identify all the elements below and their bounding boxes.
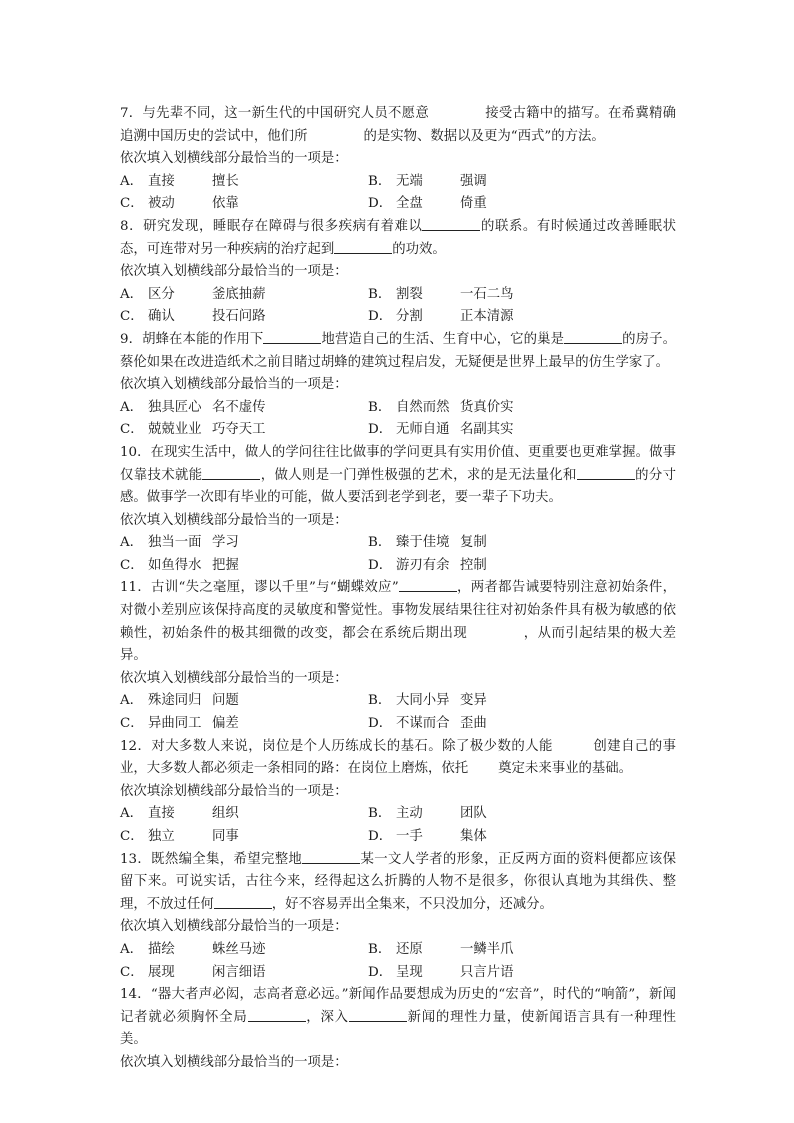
- fill-blank: [334, 239, 392, 254]
- option-word: 确认: [148, 309, 175, 325]
- stem-text: 的房子。蔡伦如果在改进造纸术之前目睹过胡蜂的建筑过程启发，无疑便是世界上最早的仿生学家了。: [120, 331, 677, 370]
- stem-text: 新闻的理性力量，使新闻语言具有一种理性美。: [120, 1009, 677, 1048]
- option-word: 异曲同工: [148, 716, 202, 732]
- options-grid: [120, 397, 676, 442]
- option-word: 闲言细语: [212, 964, 266, 980]
- question-stem: [120, 984, 676, 1052]
- option-word: 只言片语: [460, 964, 514, 980]
- stem-text: ，两者都告诫要特别注意初始条件，对微小差别应该保持高度的灵敏度和警觉性。事物发展结果往往对初始条件具有极为敏感的依赖性，初始条件的极其细微的改变，都会在系统后期出现: [120, 580, 677, 641]
- fill-blank: [399, 577, 457, 592]
- option-letter: B．: [368, 941, 392, 957]
- fill-blank: [214, 894, 272, 909]
- question-q10: [120, 442, 676, 578]
- option-letter: A．: [120, 399, 144, 415]
- stem-text: 13．既然编全集，希望完整地: [120, 851, 303, 867]
- option-letter: B．: [368, 535, 392, 551]
- question-instruction: 依次填涂划横线部分最恰当的一项是：: [120, 783, 348, 799]
- option-word: 区分: [148, 286, 175, 302]
- option-letter: D．: [368, 829, 393, 844]
- fill-blank: [302, 849, 360, 864]
- stem-text: 8．研究发现，睡眠存在障碍与很多疾病有着难以: [120, 218, 423, 234]
- option-word: 直接: [148, 173, 175, 189]
- option-word: 集体: [460, 829, 487, 844]
- options-grid: [120, 532, 676, 577]
- option-letter: D．: [368, 309, 393, 325]
- option-d[interactable]: [368, 306, 668, 329]
- question-instruction: 依次填入划横线部分最恰当的一项是：: [120, 919, 348, 935]
- option-word: 问题: [212, 693, 239, 709]
- question-q9: [120, 329, 676, 442]
- question-instruction: 依次填入划横线部分最恰当的一项是：: [120, 377, 348, 393]
- option-word: 游刃有余: [396, 557, 450, 573]
- question-q8: [120, 216, 676, 329]
- option-c[interactable]: [120, 962, 368, 985]
- question-instruction: 依次填入划横线部分最恰当的一项是：: [120, 1054, 348, 1070]
- stem-text: 的功效。: [392, 241, 446, 257]
- option-letter: C．: [120, 829, 144, 844]
- option-b[interactable]: [368, 532, 668, 555]
- option-word: 割裂: [396, 286, 423, 302]
- question-q13: [120, 849, 676, 985]
- option-letter: B．: [368, 399, 392, 415]
- option-c[interactable]: [120, 193, 368, 216]
- option-a[interactable]: [120, 939, 368, 962]
- stem-text: 的分寸感。做事学一次即有毕业的可能，做人要活到老学到老，要一辈子下功夫。: [120, 467, 677, 506]
- option-a[interactable]: [120, 532, 368, 555]
- option-word: 依靠: [212, 196, 239, 212]
- fill-blank: [202, 465, 260, 480]
- fill-blank: [577, 465, 635, 480]
- option-c[interactable]: [120, 555, 368, 578]
- option-word: 展现: [148, 964, 175, 980]
- stem-text: 奠定未来事业的基础。: [498, 761, 633, 777]
- option-word: 全盘: [396, 196, 423, 212]
- option-letter: B．: [368, 173, 392, 189]
- question-stem: [120, 216, 676, 261]
- option-word: 学习: [212, 535, 239, 551]
- question-q11: [120, 577, 676, 735]
- option-word: 自然而然: [396, 399, 450, 415]
- option-c[interactable]: [120, 419, 368, 442]
- option-word: 主动: [396, 806, 423, 822]
- question-instruction: 依次填入划横线部分最恰当的一项是：: [120, 151, 348, 167]
- option-c[interactable]: [120, 826, 368, 849]
- option-letter: C．: [120, 557, 144, 573]
- option-word: 还原: [396, 941, 423, 957]
- option-b[interactable]: [368, 690, 668, 713]
- option-word: 无师自通: [396, 422, 450, 438]
- option-word: 巧夺天工: [212, 422, 266, 438]
- option-letter: C．: [120, 716, 144, 732]
- option-word: 偏差: [212, 716, 239, 732]
- fill-blank: [248, 1007, 306, 1022]
- option-word: 独立: [148, 829, 175, 844]
- question-stem: [120, 329, 676, 374]
- option-word: 蛛丝马迹: [212, 941, 266, 957]
- option-word: 分割: [396, 309, 423, 325]
- option-b[interactable]: [368, 397, 668, 420]
- option-d[interactable]: [368, 419, 668, 442]
- option-word: 独具匠心: [148, 399, 202, 415]
- option-letter: C．: [120, 196, 144, 212]
- option-letter: B．: [368, 806, 392, 822]
- option-b[interactable]: [368, 284, 668, 307]
- options-grid: [120, 939, 676, 984]
- options-grid: [120, 171, 676, 216]
- option-letter: B．: [368, 693, 392, 709]
- option-word: 投石问路: [212, 309, 266, 325]
- option-letter: D．: [368, 964, 393, 980]
- option-letter: A．: [120, 286, 144, 302]
- option-word: 独当一面: [148, 535, 202, 551]
- option-c[interactable]: [120, 306, 368, 329]
- option-b[interactable]: [368, 939, 668, 962]
- option-b[interactable]: [368, 171, 668, 194]
- option-letter: D．: [368, 422, 393, 438]
- option-word: 一手: [396, 829, 423, 844]
- option-a[interactable]: [120, 284, 368, 307]
- option-word: 兢兢业业: [148, 422, 202, 438]
- option-letter: A．: [120, 173, 144, 189]
- option-word: 名副其实: [460, 422, 514, 438]
- question-stem: [120, 736, 676, 781]
- option-word: 团队: [460, 806, 487, 822]
- option-d[interactable]: [368, 193, 668, 216]
- option-letter: D．: [368, 557, 393, 573]
- option-word: 殊途同归: [148, 693, 202, 709]
- question-q12: [120, 736, 676, 849]
- option-letter: A．: [120, 941, 144, 957]
- option-word: 如鱼得水: [148, 557, 202, 573]
- option-word: 被动: [148, 196, 175, 212]
- stem-text: 9．胡蜂在本能的作用下: [120, 331, 264, 347]
- option-a[interactable]: [120, 690, 368, 713]
- option-word: 一鳞半爪: [460, 941, 514, 957]
- stem-text: ，好不容易弄出全集来，不只没加分，还减分。: [271, 896, 553, 912]
- option-word: 歪曲: [460, 716, 487, 732]
- option-word: 复制: [460, 535, 487, 551]
- option-word: 名不虚传: [212, 399, 266, 415]
- question-q7: [120, 103, 676, 216]
- option-word: 釜底抽薪: [212, 286, 266, 302]
- question-stem: [120, 577, 676, 667]
- option-letter: A．: [120, 693, 144, 709]
- stem-text: 的是实物、数据以及更为“西式”的方法。: [363, 128, 605, 144]
- option-word: 无端: [396, 173, 423, 189]
- options-grid: [120, 803, 676, 848]
- option-word: 臻于佳境: [396, 535, 450, 551]
- question-instruction: 依次填入划横线部分最恰当的一项是：: [120, 264, 348, 280]
- option-letter: C．: [120, 309, 144, 325]
- stem-text: 的联系。有时候通过改善睡眠状态，可连带对另一种疾病的治疗起到: [120, 218, 676, 257]
- fill-blank: [564, 329, 622, 344]
- stem-text: 接受古籍中的描写。在希冀精确追溯中国历史的尝试中，他们所: [120, 106, 676, 144]
- option-word: 强调: [460, 173, 487, 189]
- option-letter: D．: [368, 196, 393, 212]
- stem-text: 11．古训“失之毫厘，谬以千里”与“蝴蝶效应”: [120, 580, 399, 596]
- stem-text: 14．“器大者声必闳，志高者意必远。”新闻作品要想成为历史的“宏音”，时代的“响箭”，新闻记者就必须胸怀全局: [120, 987, 676, 1025]
- option-word: 擅长: [212, 173, 239, 189]
- stem-text: 7．与先辈不同，这一新生代的中国研究人员不愿意: [120, 106, 429, 121]
- option-letter: D．: [368, 716, 393, 732]
- stem-text: 地营造自己的生活、生育中心，它的巢是: [321, 331, 565, 347]
- option-word: 正本清源: [460, 309, 514, 325]
- option-d[interactable]: [368, 962, 668, 985]
- option-word: 不谋而合: [396, 716, 450, 732]
- option-d[interactable]: [368, 826, 668, 849]
- fill-blank: [422, 216, 480, 231]
- option-letter: A．: [120, 806, 144, 822]
- option-letter: B．: [368, 286, 392, 302]
- stem-text: ，从而引起结果的极大差异。: [120, 625, 677, 664]
- option-d[interactable]: [368, 555, 668, 578]
- option-word: 组织: [212, 806, 239, 822]
- option-d[interactable]: [368, 713, 668, 736]
- options-grid: [120, 690, 676, 735]
- question-instruction: 依次填入划横线部分最恰当的一项是：: [120, 512, 348, 528]
- exam-page: [120, 103, 676, 1075]
- option-letter: C．: [120, 422, 144, 438]
- option-word: 大同小异: [396, 693, 450, 709]
- question-q14: [120, 984, 676, 1074]
- stem-text: ，深入: [305, 1009, 349, 1025]
- option-a[interactable]: [120, 397, 368, 420]
- option-word: 一石二鸟: [460, 286, 514, 302]
- stem-text: ，做人则是一门弹性极强的艺术，求的是无法量化和: [260, 467, 577, 483]
- option-a[interactable]: [120, 803, 368, 826]
- option-word: 变异: [460, 693, 487, 709]
- option-word: 货真价实: [460, 399, 514, 415]
- option-word: 描绘: [148, 941, 175, 957]
- fill-blank: [349, 1007, 407, 1022]
- stem-text: 某一文人学者的形象，正反两方面的资料便都应该保留下来。可说实话，古往今来，经得起这么折腾的人物不是很多，你很认真地为其缉佚、整理，不放过任何: [120, 851, 677, 912]
- option-letter: A．: [120, 535, 144, 551]
- option-word: 倚重: [460, 196, 487, 212]
- option-word: 同事: [212, 829, 239, 844]
- question-instruction: 依次填入划横线部分最恰当的一项是：: [120, 670, 348, 686]
- options-grid: [120, 284, 676, 329]
- stem-text: 12．对大多数人来说，岗位是个人历练成长的基石。除了极少数的人能: [120, 738, 553, 754]
- option-word: 控制: [460, 557, 487, 573]
- question-stem: [120, 442, 676, 510]
- option-a[interactable]: [120, 171, 368, 194]
- option-c[interactable]: [120, 713, 368, 736]
- option-letter: C．: [120, 964, 144, 980]
- fill-blank: [263, 329, 321, 344]
- question-stem: [120, 849, 676, 917]
- option-word: 把握: [212, 557, 239, 573]
- question-stem: [120, 103, 676, 148]
- option-b[interactable]: [368, 803, 668, 826]
- stem-text: 10．在现实生活中，做人的学问往往比做事的学问更具有实用价值、更重要也更难掌握。做事仅靠技术就能: [120, 444, 676, 483]
- stem-text: 创建自己的事业，大多数人都必须走一条相同的路：在岗位上磨炼，依托: [120, 738, 677, 777]
- option-word: 直接: [148, 806, 175, 822]
- option-word: 呈现: [396, 964, 423, 980]
